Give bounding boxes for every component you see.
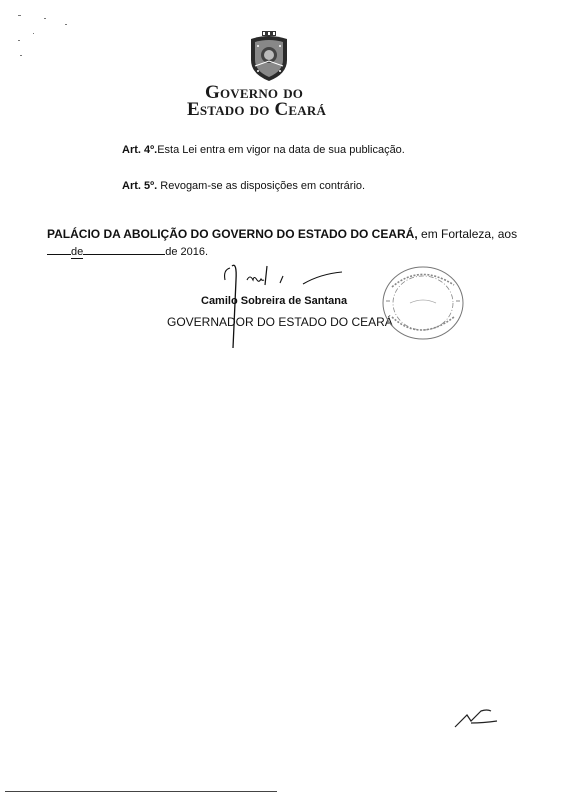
signatory-name: Camilo Sobreira de Santana: [201, 295, 348, 307]
closing-line: [47, 227, 517, 241]
palace-name: PALÁCIO DA ABOLIÇÃO DO GOVERNO DO ESTADO DO CEARÁ,: [47, 227, 418, 241]
article-5: [122, 180, 365, 192]
date-de: de: [71, 246, 84, 258]
ceara-coat-of-arms-icon: [247, 30, 291, 82]
closing-place: em Fortaleza, aos: [417, 227, 518, 241]
date-line: [47, 244, 208, 258]
article-5-label: Art. 5º.: [122, 180, 158, 192]
day-blank: [47, 244, 71, 255]
footer-rule: [5, 791, 277, 792]
header-line-1: Governo do: [205, 82, 304, 103]
header-line-2: Estado do Ceará: [187, 99, 327, 120]
handwritten-signature: [210, 262, 360, 352]
article-4: [122, 144, 405, 156]
page-initial-signature: [453, 707, 501, 729]
article-5-text: Revogam-se as disposições em contrário.: [157, 180, 366, 192]
official-stamp: [380, 263, 466, 343]
date-year: de 2016.: [165, 246, 209, 258]
article-4-text: Esta Lei entra em vigor na data de sua publicação.: [157, 144, 405, 156]
month-blank: [83, 244, 165, 255]
article-4-label: Art. 4º.: [122, 144, 158, 156]
signatory-title: GOVERNADOR DO ESTADO DO CEARÁ: [167, 315, 393, 329]
